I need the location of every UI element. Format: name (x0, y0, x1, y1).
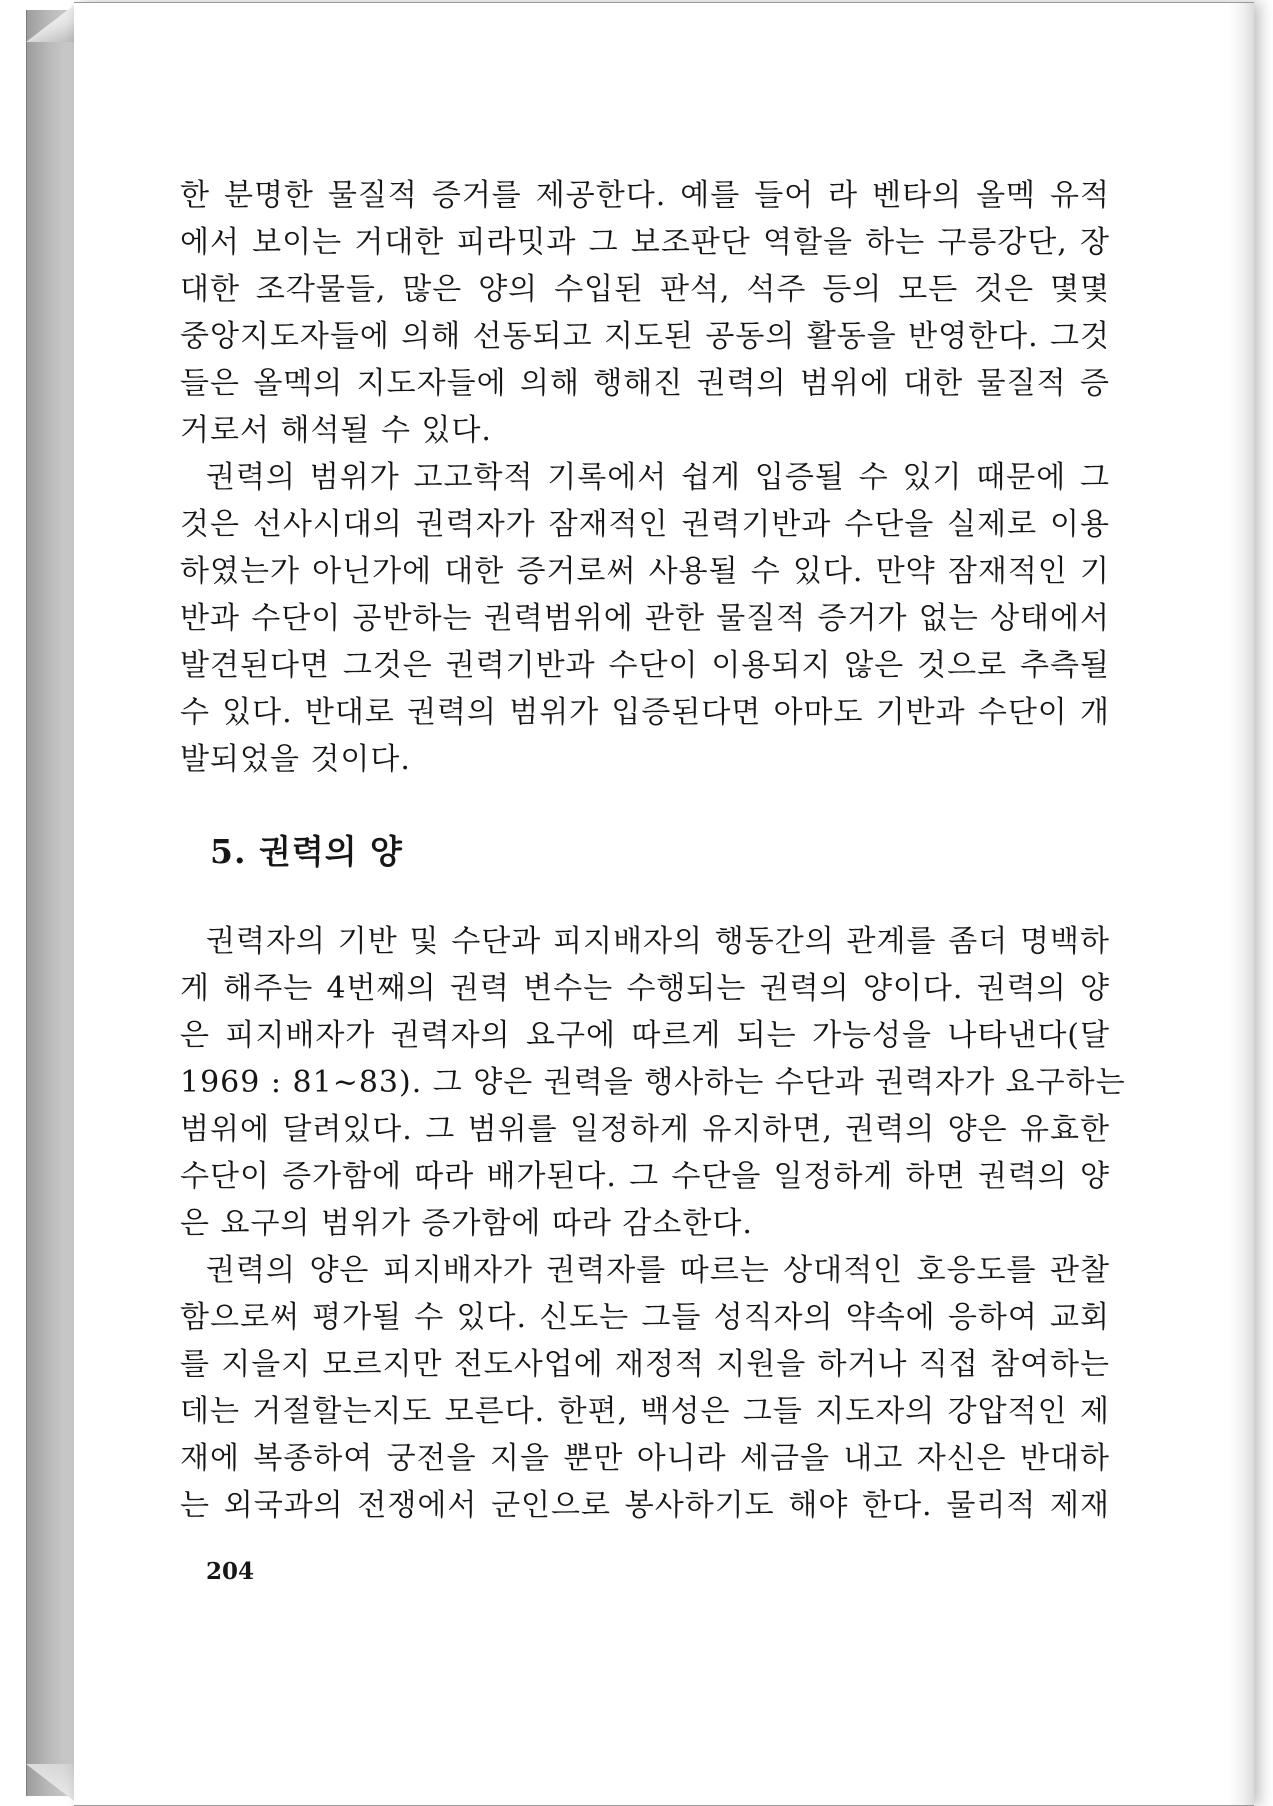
page-shadow (1228, 3, 1254, 1805)
text-line: 대한 조각물들, 많은 양의 수입된 판석, 석주 등의 모든 것은 몇몇 (180, 272, 1110, 307)
text-line: 은 피지배자가 권력자의 요구에 따르게 되는 가능성을 나타낸다(달 (180, 1018, 1110, 1053)
text-line: 재에 복종하여 궁전을 지을 뿐만 아니라 세금을 내고 자신은 반대하 (180, 1441, 1110, 1476)
text-line: 범위에 달려있다. 그 범위를 일정하게 유지하면, 권력의 양은 유효한 (180, 1112, 1110, 1147)
page-number: 204 (206, 1558, 255, 1585)
text-line: 에서 보이는 거대한 피라밋과 그 보조판단 역할을 하는 구릉강단, 장 (180, 225, 1110, 260)
text-line: 한 분명한 물질적 증거를 제공한다. 예를 들어 라 벤타의 올멕 유적 (180, 178, 1110, 213)
text-line: 데는 거절할는지도 모른다. 한편, 백성은 그들 지도자의 강압적인 제 (180, 1394, 1110, 1429)
book-page-stack-edge (26, 10, 75, 1796)
text-line: 를 지을지 모르지만 전도사업에 재정적 지원을 하거나 직접 참여하는 (180, 1347, 1110, 1382)
paragraph (180, 172, 1110, 454)
text-line: 수 있다. 반대로 권력의 범위가 입증된다면 아마도 기반과 수단이 개 (180, 695, 1110, 730)
text-line: 반과 수단이 공반하는 권력범위에 관한 물질적 증거가 없는 상태에서 (180, 601, 1110, 636)
text-line: 권력의 범위가 고고학적 기록에서 쉽게 입증될 수 있기 때문에 그 (206, 460, 1110, 495)
bottom-text-block (180, 918, 1126, 1529)
text-line: 거로서 해석될 수 있다. (180, 413, 492, 448)
text-line: 게 해주는 4번째의 권력 변수는 수행되는 권력의 양이다. 권력의 양 (180, 971, 1110, 1006)
paragraph (180, 1247, 1110, 1529)
text-line: 중앙지도자들에 의해 선동되고 지도된 공동의 활동을 반영한다. 그것 (180, 319, 1110, 354)
paragraph (180, 918, 1126, 1247)
text-line: 은 요구의 범위가 증가함에 따라 감소한다. (180, 1206, 753, 1241)
text-line: 하였는가 아닌가에 대한 증거로써 사용될 수 있다. 만약 잠재적인 기 (180, 554, 1110, 589)
text-line: 것은 선사시대의 권력자가 잠재적인 권력기반과 수단을 실제로 이용 (180, 507, 1110, 542)
top-text-block (180, 172, 1110, 783)
section-heading: 5. 권력의 양 (210, 832, 403, 871)
text-line: 권력의 양은 피지배자가 권력자를 따르는 상대적인 호응도를 관찰 (206, 1253, 1110, 1288)
text-line: 권력자의 기반 및 수단과 피지배자의 행동간의 관계를 좀더 명백하 (206, 924, 1110, 959)
text-line: 들은 올멕의 지도자들에 의해 행해진 권력의 범위에 대한 물질적 증 (180, 366, 1110, 401)
text-line: 발견된다면 그것은 권력기반과 수단이 이용되지 않은 것으로 추측될 (180, 648, 1110, 683)
text-line: 는 외국과의 전쟁에서 군인으로 봉사하기도 해야 한다. 물리적 제재 (180, 1488, 1110, 1523)
text-line: 함으로써 평가될 수 있다. 신도는 그들 성직자의 약속에 응하여 교회 (180, 1300, 1110, 1335)
text-line: 수단이 증가함에 따라 배가된다. 그 수단을 일정하게 하면 권력의 양 (180, 1159, 1110, 1194)
text-line: 1969 : 81~83). 그 양은 권력을 행사하는 수단과 권력자가 요구하는 (180, 1065, 1126, 1100)
paragraph (180, 454, 1110, 783)
text-line: 발되었을 것이다. (180, 742, 411, 777)
